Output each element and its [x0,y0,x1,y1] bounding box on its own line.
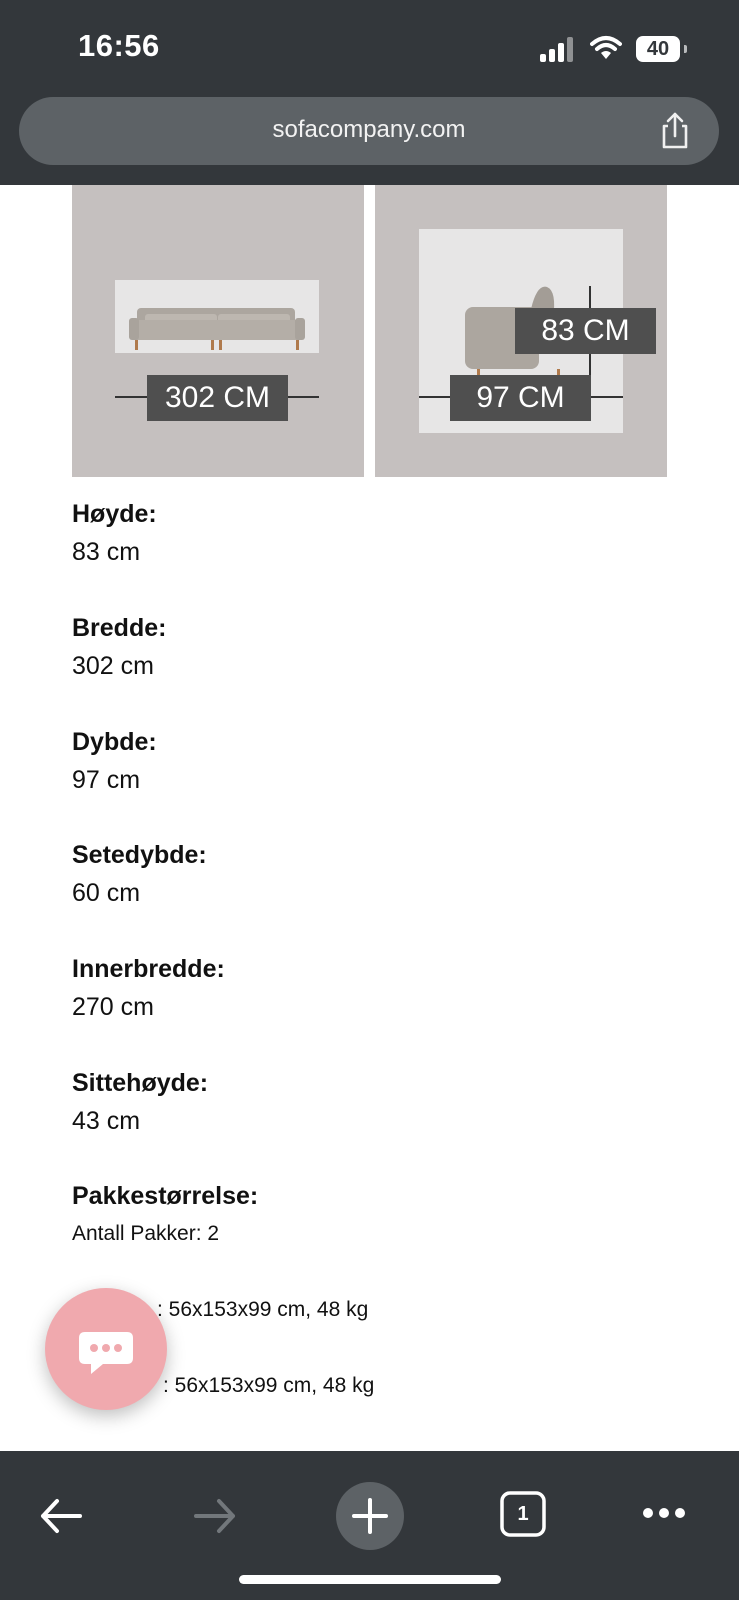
cellular-signal-icon [540,36,578,62]
front-dimension-image[interactable] [72,185,364,477]
spec-value: 60 cm [72,879,141,907]
spec-inner-width [72,955,225,1022]
spec-value: 270 cm [72,993,154,1021]
width-dimension-label: 302 CM [147,375,288,421]
spec-seat-depth [72,841,207,908]
wifi-icon [590,34,622,62]
browser-top-bar [0,0,739,185]
package-line-1: : 56x153x99 cm, 48 kg [157,1298,369,1321]
spec-label: Sittehøyde: [72,1069,209,1097]
spec-label: Høyde: [72,500,157,528]
url-text[interactable]: sofacompany.com [272,116,466,143]
battery-level: 40 [646,38,670,60]
address-bar[interactable] [19,97,719,165]
side-dimension-image[interactable] [375,185,667,477]
spec-label: Setedybde: [72,841,207,869]
spec-width [72,614,166,681]
spec-seat-height [72,1069,208,1136]
spec-value: 302 cm [72,652,154,680]
package-line-2: : 56x153x99 cm, 48 kg [163,1374,375,1397]
home-indicator[interactable] [239,1575,501,1584]
height-dimension-label: 83 CM [515,308,656,354]
tab-count: 1 [517,1503,529,1525]
spec-value: 83 cm [72,538,141,566]
spec-depth [72,728,157,795]
battery-icon [636,36,682,62]
spec-label: Dybde: [72,728,157,756]
sofa-front-photo [115,280,319,353]
back-arrow-icon[interactable] [38,1493,84,1539]
depth-dimension-label: 97 CM [450,375,591,421]
more-options-icon[interactable] [640,1503,688,1523]
spec-label: Innerbredde: [72,955,225,983]
share-icon[interactable] [655,111,695,151]
tabs-button[interactable] [500,1491,546,1537]
sofa-front-illustration [115,280,319,353]
package-count: Antall Pakker: 2 [72,1222,220,1245]
spec-value: 97 cm [72,766,141,794]
forward-arrow-icon[interactable] [192,1493,238,1539]
chat-bubble-icon [45,1288,167,1410]
new-tab-button[interactable] [335,1481,405,1551]
status-time: 16:56 [78,28,160,63]
spec-package-size [72,1182,258,1211]
spec-height [72,500,157,567]
spec-label: Pakkestørrelse: [72,1182,259,1210]
chat-button[interactable] [45,1288,167,1410]
spec-label: Bredde: [72,614,167,642]
spec-value: 43 cm [72,1107,141,1135]
